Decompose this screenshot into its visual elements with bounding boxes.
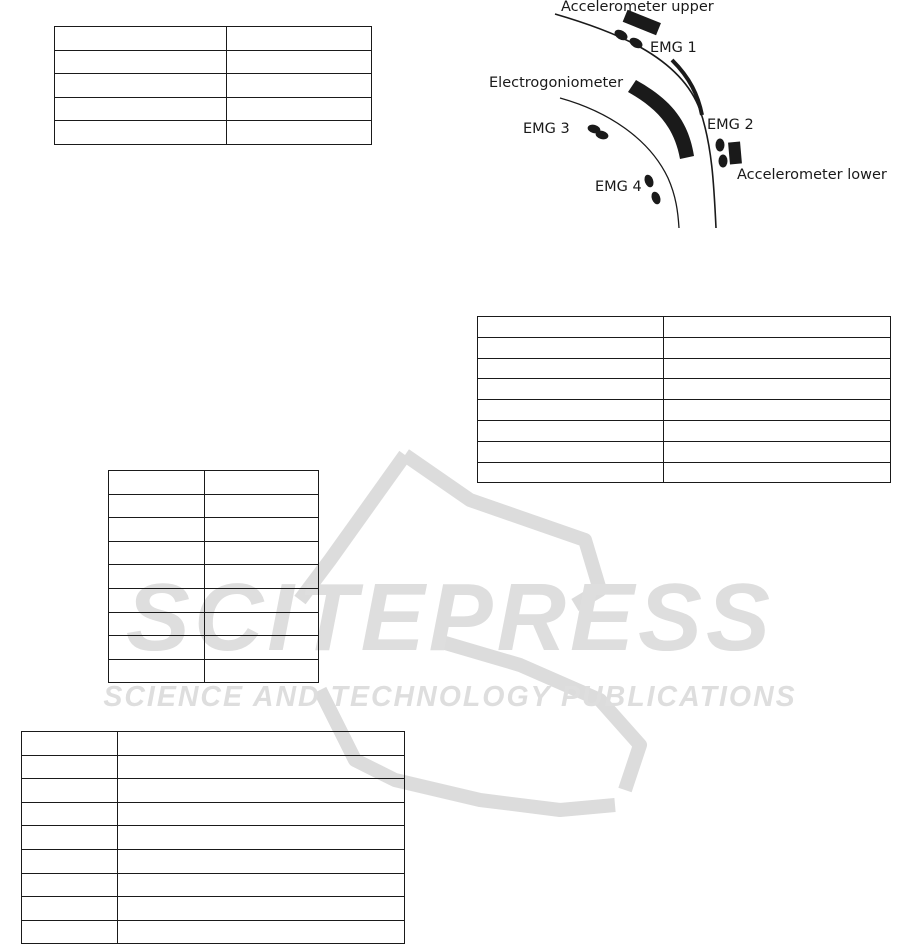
- table-cell: [205, 659, 319, 683]
- table-row: [22, 802, 405, 826]
- table-cell: [478, 358, 664, 379]
- table-cell: [118, 920, 405, 944]
- table-cell: [205, 636, 319, 660]
- accelerometer-lower-sensor: [728, 142, 742, 165]
- table-row: [109, 659, 319, 683]
- label-accelerometer-upper: Accelerometer upper: [561, 0, 714, 15]
- table-row: [109, 471, 319, 495]
- table-cell: [205, 565, 319, 589]
- table-cell: [205, 588, 319, 612]
- table-4: [477, 316, 891, 483]
- label-emg-1: EMG 1: [650, 40, 697, 56]
- table-cell: [109, 565, 205, 589]
- table-cell: [664, 317, 891, 338]
- table-cell: [22, 920, 118, 944]
- table-cell: [205, 471, 319, 495]
- table-cell: [227, 27, 372, 51]
- table-cell: [664, 337, 891, 358]
- table-cell: [118, 897, 405, 921]
- table-cell: [118, 755, 405, 779]
- table-cell: [205, 612, 319, 636]
- table-cell: [22, 873, 118, 897]
- table-cell: [109, 588, 205, 612]
- table-cell: [118, 826, 405, 850]
- table-row: [478, 462, 891, 483]
- table-row: [22, 755, 405, 779]
- watermark-title: SCITEPRESS: [125, 564, 775, 671]
- table-cell: [227, 97, 372, 121]
- table-cell: [478, 400, 664, 421]
- table-cell: [118, 802, 405, 826]
- table-row: [478, 317, 891, 338]
- table-cell: [227, 74, 372, 98]
- watermark-subtitle: SCIENCE AND TECHNOLOGY PUBLICATIONS: [103, 681, 797, 713]
- table-cell: [118, 732, 405, 756]
- table-cell: [664, 358, 891, 379]
- table-row: [109, 636, 319, 660]
- table-row: [22, 779, 405, 803]
- electrogoniometer-sensor: [628, 80, 694, 159]
- table-row: [109, 565, 319, 589]
- table-cell: [22, 732, 118, 756]
- table-row: [478, 379, 891, 400]
- table-cell: [22, 802, 118, 826]
- emg-4-electrode: [650, 190, 662, 205]
- table-cell: [664, 420, 891, 441]
- table-cell: [22, 755, 118, 779]
- label-emg-2: EMG 2: [707, 117, 754, 133]
- table-row: [55, 50, 372, 74]
- table-1: [54, 26, 372, 145]
- table-cell: [478, 317, 664, 338]
- table-row: [22, 732, 405, 756]
- table-cell: [664, 400, 891, 421]
- table-row: [478, 441, 891, 462]
- table-cell: [22, 849, 118, 873]
- table-cell: [118, 849, 405, 873]
- emg-2-electrode: [716, 139, 725, 152]
- table-cell: [55, 74, 227, 98]
- table-cell: [109, 471, 205, 495]
- table-cell: [664, 379, 891, 400]
- table-cell: [205, 518, 319, 542]
- table-cell: [55, 27, 227, 51]
- table-row: [109, 541, 319, 565]
- table-row: [478, 420, 891, 441]
- table-cell: [227, 121, 372, 145]
- table-cell: [118, 873, 405, 897]
- table-cell: [478, 420, 664, 441]
- limb-contour-highlight: [672, 60, 702, 115]
- table-cell: [55, 50, 227, 74]
- table-cell: [55, 97, 227, 121]
- table-row: [22, 849, 405, 873]
- table-cell: [109, 659, 205, 683]
- table-cell: [109, 612, 205, 636]
- table-cell: [478, 441, 664, 462]
- table-row: [22, 826, 405, 850]
- table-row: [109, 612, 319, 636]
- table-row: [478, 400, 891, 421]
- table-row: [109, 588, 319, 612]
- sensor-placement-diagram: [480, 0, 901, 240]
- table-row: [22, 920, 405, 944]
- table-row: [55, 74, 372, 98]
- table-row: [478, 358, 891, 379]
- table-cell: [478, 337, 664, 358]
- table-cell: [664, 462, 891, 483]
- table-cell: [109, 541, 205, 565]
- table-2: [108, 470, 319, 683]
- table-cell: [55, 121, 227, 145]
- table-cell: [22, 779, 118, 803]
- label-electrogoniometer: Electrogoniometer: [489, 75, 624, 91]
- table-cell: [664, 441, 891, 462]
- table-row: [55, 121, 372, 145]
- label-emg-4: EMG 4: [595, 179, 642, 195]
- table-row: [109, 494, 319, 518]
- table-row: [109, 518, 319, 542]
- table-cell: [109, 518, 205, 542]
- table-row: [22, 897, 405, 921]
- table-row: [22, 873, 405, 897]
- table-cell: [22, 897, 118, 921]
- table-cell: [22, 826, 118, 850]
- emg-2-electrode: [719, 155, 728, 168]
- table-cell: [118, 779, 405, 803]
- table-cell: [227, 50, 372, 74]
- table-cell: [478, 462, 664, 483]
- table-cell: [205, 494, 319, 518]
- table-row: [478, 337, 891, 358]
- emg-4-electrode: [643, 173, 655, 188]
- table-cell: [109, 636, 205, 660]
- table-cell: [205, 541, 319, 565]
- label-emg-3: EMG 3: [523, 121, 570, 137]
- table-row: [55, 27, 372, 51]
- table-3: [21, 731, 405, 944]
- table-row: [55, 97, 372, 121]
- label-accelerometer-lower: Accelerometer lower: [737, 167, 887, 183]
- table-cell: [109, 494, 205, 518]
- table-cell: [478, 379, 664, 400]
